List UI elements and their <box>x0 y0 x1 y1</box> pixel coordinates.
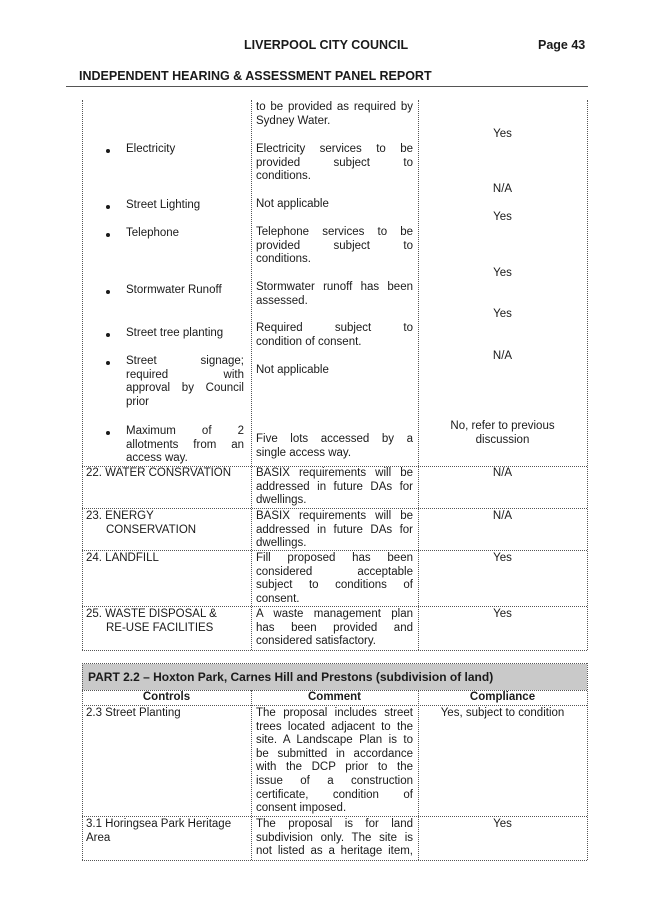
compliance-cell: Yes <box>493 552 512 564</box>
bullet-dot <box>106 361 110 365</box>
bullet-dot <box>106 290 110 294</box>
bullet-dot <box>106 233 110 237</box>
table1-left-border <box>82 100 83 650</box>
column-header-controls: Controls <box>142 691 191 703</box>
table1-col-divider-1 <box>251 100 252 650</box>
control-cell: 22. WATER CONSRVATION <box>86 467 232 479</box>
bullet-label: Telephone <box>126 227 180 239</box>
bullet-comment: Electricity services to be provided subject to conditions. <box>256 143 413 183</box>
compliance-cell: N/A <box>492 510 513 522</box>
control-cell: 23. ENERGY CONSERVATION <box>86 510 197 536</box>
row-divider <box>82 508 587 509</box>
control-cell: 25. WASTE DISPOSAL & RE-USE FACILITIES <box>86 608 217 634</box>
bullet-label: Maximum of 2 allotments from an access way. <box>126 425 244 465</box>
comment-cell: BASIX requirements will be addressed in future DAs for dwellings. <box>256 467 413 507</box>
bullet-comment: Not applicable <box>256 198 329 210</box>
bullet-comment: Stormwater runoff has been assessed. <box>256 281 413 307</box>
page-number: Page 43 <box>538 38 586 52</box>
compliance-cell: Yes, subject to condition <box>440 707 565 719</box>
comment-cell: BASIX requirements will be addressed in future DAs for dwellings. <box>256 510 413 550</box>
table2-top-border <box>82 663 587 664</box>
control-cell: 2.3 Street Planting <box>86 707 181 719</box>
control-cell: 24. LANDFILL <box>86 552 159 564</box>
bullet-label: Electricity <box>126 143 176 155</box>
bullet-compliance: N/A <box>492 183 513 195</box>
comment-cell: A waste management plan has been provided and considered satisfactory. <box>256 608 413 648</box>
bullet-dot <box>106 431 110 435</box>
compliance-cell: Yes <box>493 818 512 830</box>
column-header-compliance: Compliance <box>469 691 536 703</box>
bullet-compliance: Yes <box>493 267 512 279</box>
bullet-label: Stormwater Runoff <box>126 284 222 296</box>
council-name: LIVERPOOL CITY COUNCIL <box>244 38 409 52</box>
row-divider <box>82 816 587 817</box>
comment-cell: Fill proposed has been considered acceptable subject to conditions of consent. <box>256 552 413 605</box>
table1-right-border <box>587 100 588 650</box>
compliance-cell: N/A <box>492 467 513 479</box>
table1-bottom-border <box>82 650 587 651</box>
table2-col-divider-1 <box>251 690 252 860</box>
bullet-comment: Not applicable <box>256 364 329 376</box>
table2-right-border <box>587 663 588 860</box>
row-divider <box>82 705 587 706</box>
bullet-dot <box>106 205 110 209</box>
control-cell: 3.1 Horingsea Park Heritage Area <box>86 818 232 844</box>
bullet-compliance: Yes <box>493 308 512 320</box>
bullet-dot <box>106 333 110 337</box>
comment-cell: The proposal is for land subdivision only. The site is not listed as a heritage item, <box>256 818 413 858</box>
section-title: PART 2.2 – Hoxton Park, Carnes Hill and Prestons (subdivision of land) <box>88 670 494 684</box>
bullet-compliance: N/A <box>492 350 513 362</box>
column-header-comment: Comment <box>307 691 362 703</box>
bullet-compliance: No, refer to previous discussion <box>450 420 555 446</box>
compliance-cell: Yes <box>493 608 512 620</box>
bullet-comment: Required subject to condition of consent. <box>256 322 413 348</box>
header-rule <box>66 86 588 87</box>
bullet-comment: Five lots accessed by a single access way. <box>256 433 413 459</box>
bullet-label: Street signage; required with approval by Council prior <box>126 355 244 408</box>
table2-bottom-border <box>82 860 587 861</box>
bullet-comment: Telephone services to be provided subject to conditions. <box>256 226 413 266</box>
report-title: INDEPENDENT HEARING & ASSESSMENT PANEL REPORT <box>79 69 432 83</box>
comment-cell: The proposal includes street trees located adjacent to the site. A Landscape Plan is to be submitted in accordance with the DCP prior to the issue of a construction certificate, condition of consent imposed. <box>256 707 413 815</box>
bullet-dot <box>106 149 110 153</box>
bullet-compliance: Yes <box>493 211 512 223</box>
continued-comment: to be provided as required by Sydney Water. <box>256 101 413 127</box>
bullet-compliance: Yes <box>493 128 512 140</box>
bullet-label: Street tree planting <box>126 327 224 339</box>
bullet-label: Street Lighting <box>126 199 201 211</box>
